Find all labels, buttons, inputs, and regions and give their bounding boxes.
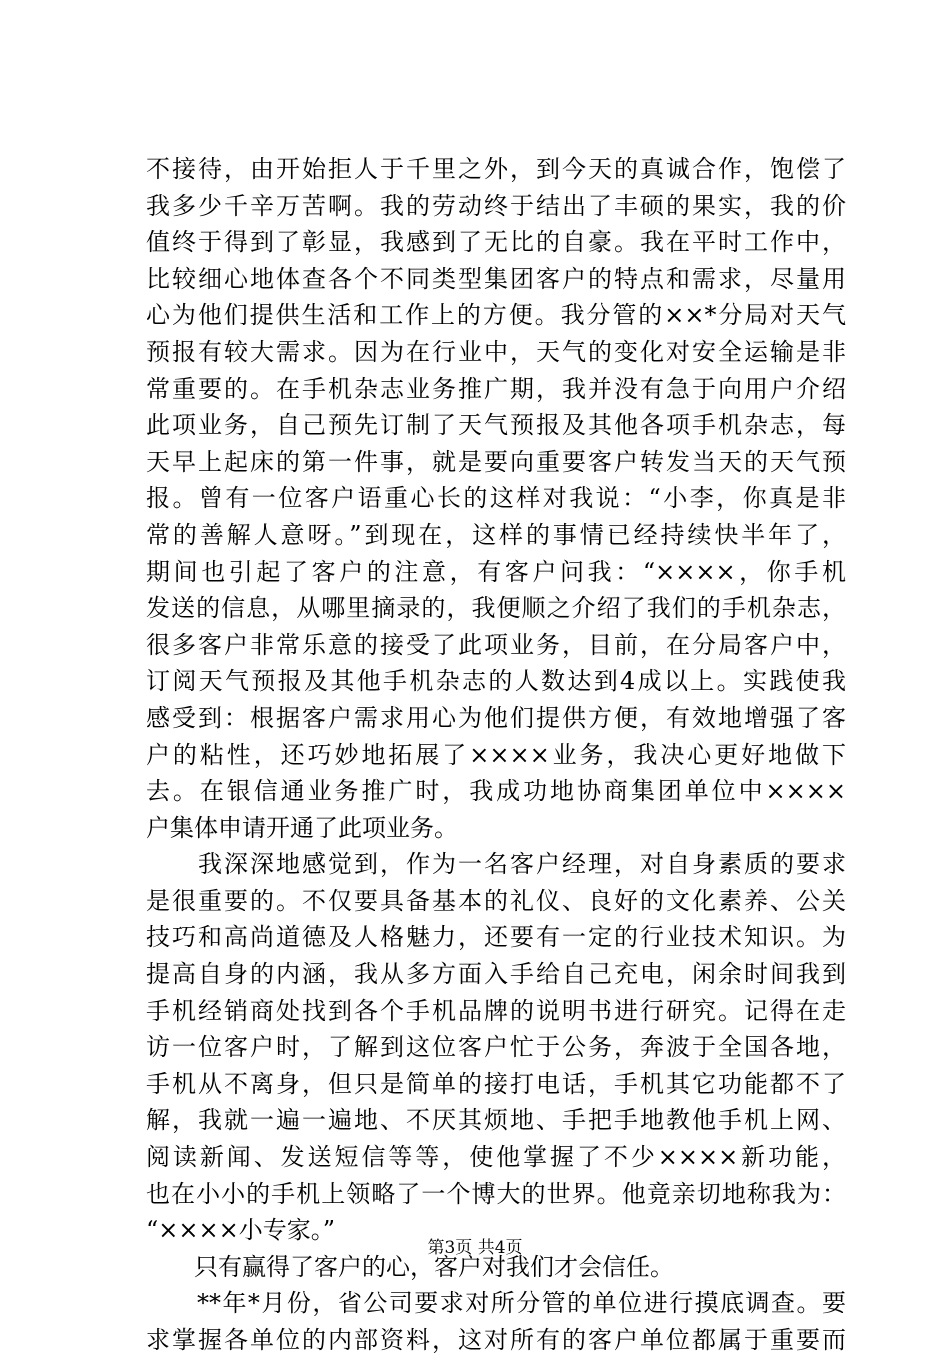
text-line: 访一位客户时，了解到这位客户忙于公务，奔波于全国各地， — [146, 1033, 846, 1062]
text-line: 订阅天气预报及其他手机杂志的人数达到4成以上。实践使我 — [146, 667, 846, 696]
text-line: 户集体申请开通了此项业务。 — [146, 813, 458, 842]
text-line: 求掌握各单位的内部资料，这对所有的客户单位都属于重要而 — [146, 1326, 846, 1354]
document-body — [146, 151, 846, 1359]
text-line: 很多客户非常乐意的接受了此项业务，目前，在分局客户中， — [146, 630, 846, 659]
text-line: 我多少千辛万苦啊。我的劳动终于结出了丰硕的果实，我的价 — [146, 191, 846, 220]
text-line: 去。在银信通业务推广时，我成功地协商集团单位中×××× — [146, 777, 846, 806]
text-line: 常重要的。在手机杂志业务推广期，我并没有急于向用户介绍 — [146, 374, 846, 403]
text-line: 我深深地感觉到，作为一名客户经理，对自身素质的要求 — [146, 850, 846, 879]
text-line: 解，我就一遍一遍地、不厌其烦地、手把手地教他手机上网、 — [146, 1106, 846, 1135]
text-line: 值终于得到了彰显，我感到了无比的自豪。我在平时工作中， — [146, 228, 846, 257]
text-line: 天早上起床的第一件事，就是要向重要客户转发当天的天气预 — [146, 447, 846, 476]
text-line: 报。曾有一位客户语重心长的这样对我说：“小李，你真是非 — [146, 484, 846, 513]
text-line: 手机经销商处找到各个手机品牌的说明书进行研究。记得在走 — [146, 996, 846, 1025]
text-line: 技巧和高尚道德及人格魅力，还要有一定的行业技术知识。为 — [146, 923, 846, 952]
text-line: 预报有较大需求。因为在行业中，天气的变化对安全运输是非 — [146, 337, 846, 366]
text-line: 只有赢得了客户的心，客户对我们才会信任。 — [146, 1252, 674, 1281]
text-line: 不接待，由开始拒人于千里之外，到今天的真诚合作，饱偿了 — [146, 155, 846, 183]
text-line: “××××小专家。” — [146, 1216, 335, 1245]
text-line: 是很重要的。不仅要具备基本的礼仪、良好的文化素养、公关 — [146, 886, 846, 915]
text-line: 比较细心地体查各个不同类型集团客户的特点和需求，尽量用 — [146, 264, 846, 293]
text-line: 感受到：根据客户需求用心为他们提供方便，有效地增强了客 — [146, 703, 846, 732]
text-line: 阅读新闻、发送短信等等，使他掌握了不少××××新功能， — [146, 1143, 846, 1172]
text-line: 户的粘性，还巧妙地拓展了××××业务，我决心更好地做下 — [146, 740, 846, 769]
text-line: 发送的信息，从哪里摘录的，我便顺之介绍了我们的手机杂志， — [146, 594, 846, 623]
text-line: **年*月份，省公司要求对所分管的单位进行摸底调查。要 — [146, 1289, 846, 1318]
text-line: 期间也引起了客户的注意，有客户问我：“××××，你手机 — [146, 557, 846, 586]
text-line: 此项业务，自己预先订制了天气预报及其他各项手机杂志，每 — [146, 411, 846, 440]
text-line: 手机从不离身，但只是简单的接打电话，手机其它功能都不了 — [146, 1069, 846, 1098]
text-line: 也在小小的手机上领略了一个博大的世界。他竟亲切地称我为： — [146, 1179, 846, 1208]
page-footer: 第3页 共4页 — [427, 1238, 523, 1258]
text-line: 常的善解人意呀。”到现在，这样的事情已经持续快半年了， — [146, 520, 846, 549]
text-line: 心为他们提供生活和工作上的方便。我分管的××*分局对天气 — [146, 301, 846, 330]
text-line: 提高自身的内涵，我从多方面入手给自己充电，闲余时间我到 — [146, 960, 846, 989]
